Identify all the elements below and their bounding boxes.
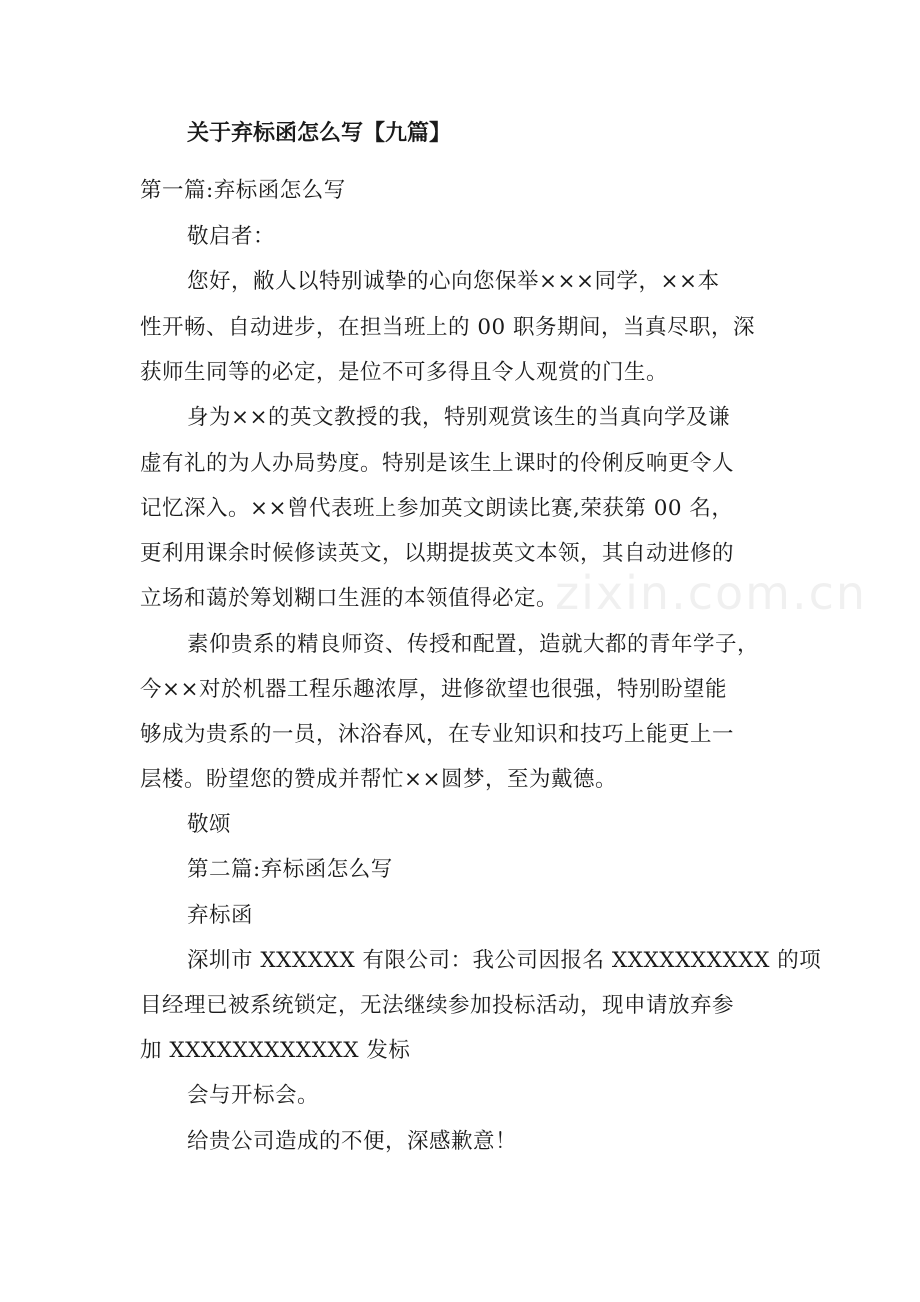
paragraph-line: 立场和蔼於筹划糊口生涯的本领值得必定。: [140, 586, 559, 611]
paragraph-line: 层楼。盼望您的赞成并帮忙××圆梦，至为戴德。: [140, 767, 618, 792]
paragraph-line: 素仰贵系的精良师资、传授和配置，造就大都的青年学子，: [187, 632, 760, 657]
paragraph-line: 今××对於机器工程乐趣浓厚，进修欲望也很强，特别盼望能: [140, 677, 728, 702]
letter-title: 弃标函: [187, 903, 254, 928]
watermark: zixin.com.cn: [555, 566, 868, 620]
salutation: 敬启者：: [187, 224, 276, 249]
paragraph-line: 目经理已被系统锁定，无法继续参加投标活动，现申请放弃参: [140, 993, 735, 1018]
paragraph-line: 虚有礼的为人办局势度。特别是该生上课时的伶俐反响更令人: [140, 451, 735, 476]
paragraph-line: 够成为贵系的一员，沐浴春风，在专业知识和技巧上能更上一: [140, 722, 735, 747]
section-heading-2: 第二篇:弃标函怎么写: [187, 857, 393, 882]
paragraph-line: 深圳市 XXXXXX 有限公司：我公司因报名 XXXXXXXXXX 的项: [187, 948, 822, 973]
paragraph-line: 您好，敝人以特别诚挚的心向您保举×××同学，××本: [187, 269, 720, 294]
paragraph-line: 更利用课余时候修读英文，以期提拔英文本领，其自动进修的: [140, 541, 735, 566]
paragraph-line: 性开畅、自动进步，在担当班上的 00 职务期间，当真尽职，深: [140, 315, 756, 340]
paragraph-line: 记忆深入。××曾代表班上参加英文朗读比赛,荣获第 00 名，: [140, 496, 734, 521]
paragraph-line: 获师生同等的必定，是位不可多得且令人观赏的门生。: [140, 360, 669, 385]
document-title: 关于弃标函怎么写【九篇】: [187, 121, 452, 146]
closing-line: 敬颂: [187, 812, 232, 837]
paragraph-line: 给贵公司造成的不便，深感歉意！: [187, 1129, 518, 1154]
paragraph-line: 身为××的英文教授的我，特别观赏该生的当真向学及谦: [187, 405, 731, 430]
paragraph-line: 加 XXXXXXXXXXXX 发标: [140, 1038, 411, 1063]
paragraph-line: 会与开标会。: [187, 1083, 320, 1108]
section-heading-1: 第一篇:弃标函怎么写: [140, 178, 346, 203]
